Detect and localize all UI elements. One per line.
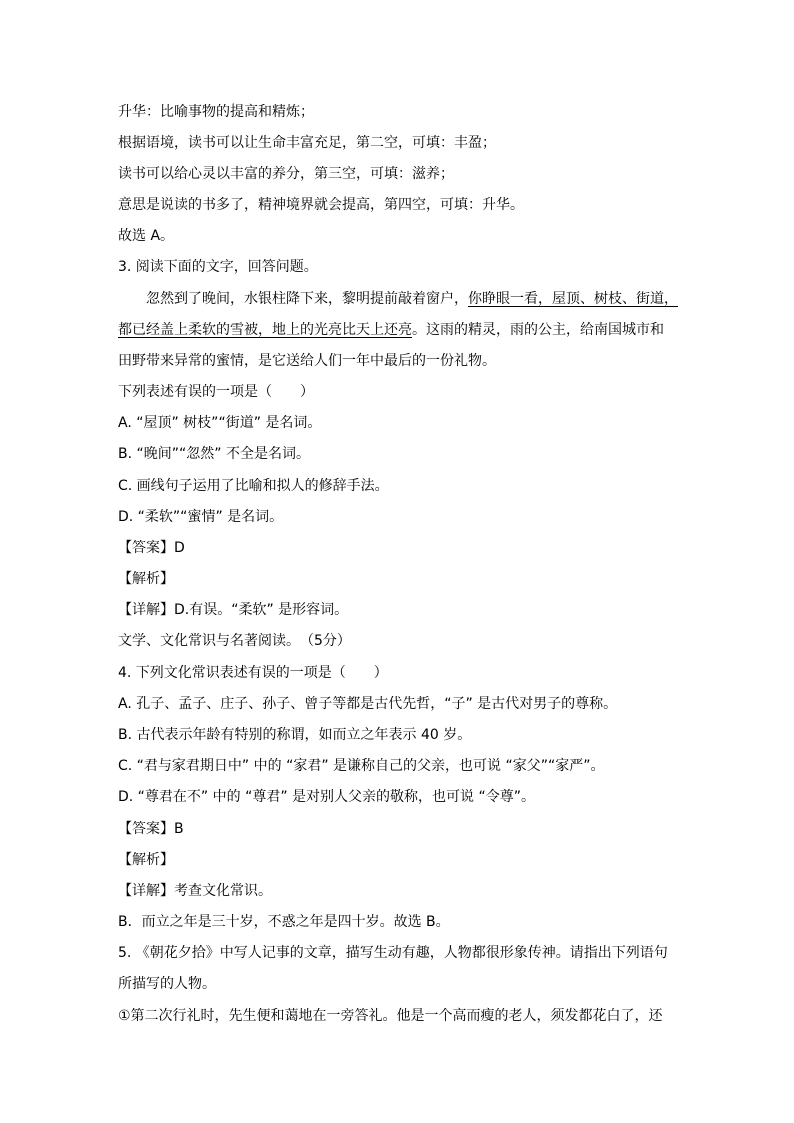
explanation-line: B．而立之年是三十岁，不惑之年是四十岁。故选 B。	[118, 914, 450, 930]
option-d: D. “柔软”“蜜情” 是名词。	[118, 509, 284, 525]
question-5-stem-cont: 所描写的人物。	[118, 976, 216, 992]
analysis-label: 【解析】	[118, 852, 174, 868]
option-d: D. “尊君在不” 中的 “尊君” 是对别人父亲的敬称，也可说 “令尊”。	[118, 789, 535, 805]
question-3-stem: 下列表述有误的一项是（ ）	[118, 384, 314, 400]
passage-text: 。这雨的精灵，雨的公主，给南国城市和	[412, 322, 664, 338]
analysis-label: 【解析】	[118, 571, 174, 587]
passage-line-2	[118, 321, 664, 339]
answer-label: 【答案】B	[118, 821, 184, 837]
text-line: 根据语境，读书可以让生命丰富充足，第二空，可填：丰盈；	[118, 135, 496, 151]
question-5-item-1: ①第二次行礼时，先生便和蔼地在一旁答礼。他是一个高而瘦的老人，须发都花白了，还	[118, 1008, 663, 1024]
option-a: A. “屋顶” 树枝”“街道” 是名词。	[118, 415, 322, 431]
underlined-sentence: 你睁眼一看，屋顶、树枝、街道，	[468, 291, 678, 307]
option-b: B. 古代表示年龄有特别的称谓，如而立之年表示 40 岁。	[118, 727, 472, 743]
question-4-stem: 4. 下列文化常识表述有误的一项是（ ）	[118, 665, 388, 681]
option-c: C. 画线句子运用了比喻和拟人的修辞手法。	[118, 478, 389, 494]
answer-label: 【答案】D	[118, 540, 185, 556]
option-b: B. “晚间”“忽然” 不全是名词。	[118, 446, 310, 462]
question-5-stem: 5. 《朝花夕拾》中写人记事的文章，描写生动有趣，人物都很形象传神。请指出下列语句	[118, 945, 668, 961]
passage-text: 忽然到了晚间，水银柱降下来，黎明提前敲着窗户，	[146, 291, 468, 307]
underlined-sentence: 都已经盖上柔软的雪被，地上的光亮比天上还亮	[118, 322, 412, 338]
text-line: 升华：比喻事物的提高和精炼；	[118, 104, 314, 120]
detail-label: 【详解】考查文化常识。	[118, 883, 272, 899]
option-c: C. “君与家君期日中” 中的 “家君” 是谦称自己的父亲，也可说 “家父”“家严”。	[118, 758, 605, 774]
conclusion-line: 故选 A。	[118, 228, 175, 244]
passage-line-1	[118, 290, 678, 308]
passage-line-3: 田野带来异常的蜜情，是它送给人们一年中最后的一份礼物。	[118, 353, 496, 369]
question-3-title: 3. 阅读下面的文字，回答问题。	[118, 259, 318, 275]
text-line: 读书可以给心灵以丰富的养分，第三空，可填：滋养；	[118, 166, 454, 182]
detail-label: 【详解】D.有误。“柔软” 是形容词。	[118, 602, 349, 618]
text-line: 意思是说读的书多了，精神境界就会提高，第四空，可填：升华。	[118, 197, 524, 213]
option-a: A. 孔子、孟子、庄子、孙子、曾子等都是古代先哲，“子” 是古代对男子的尊称。	[118, 696, 618, 712]
section-heading: 文学、文化常识与名著阅读。 （5分）	[118, 633, 351, 649]
